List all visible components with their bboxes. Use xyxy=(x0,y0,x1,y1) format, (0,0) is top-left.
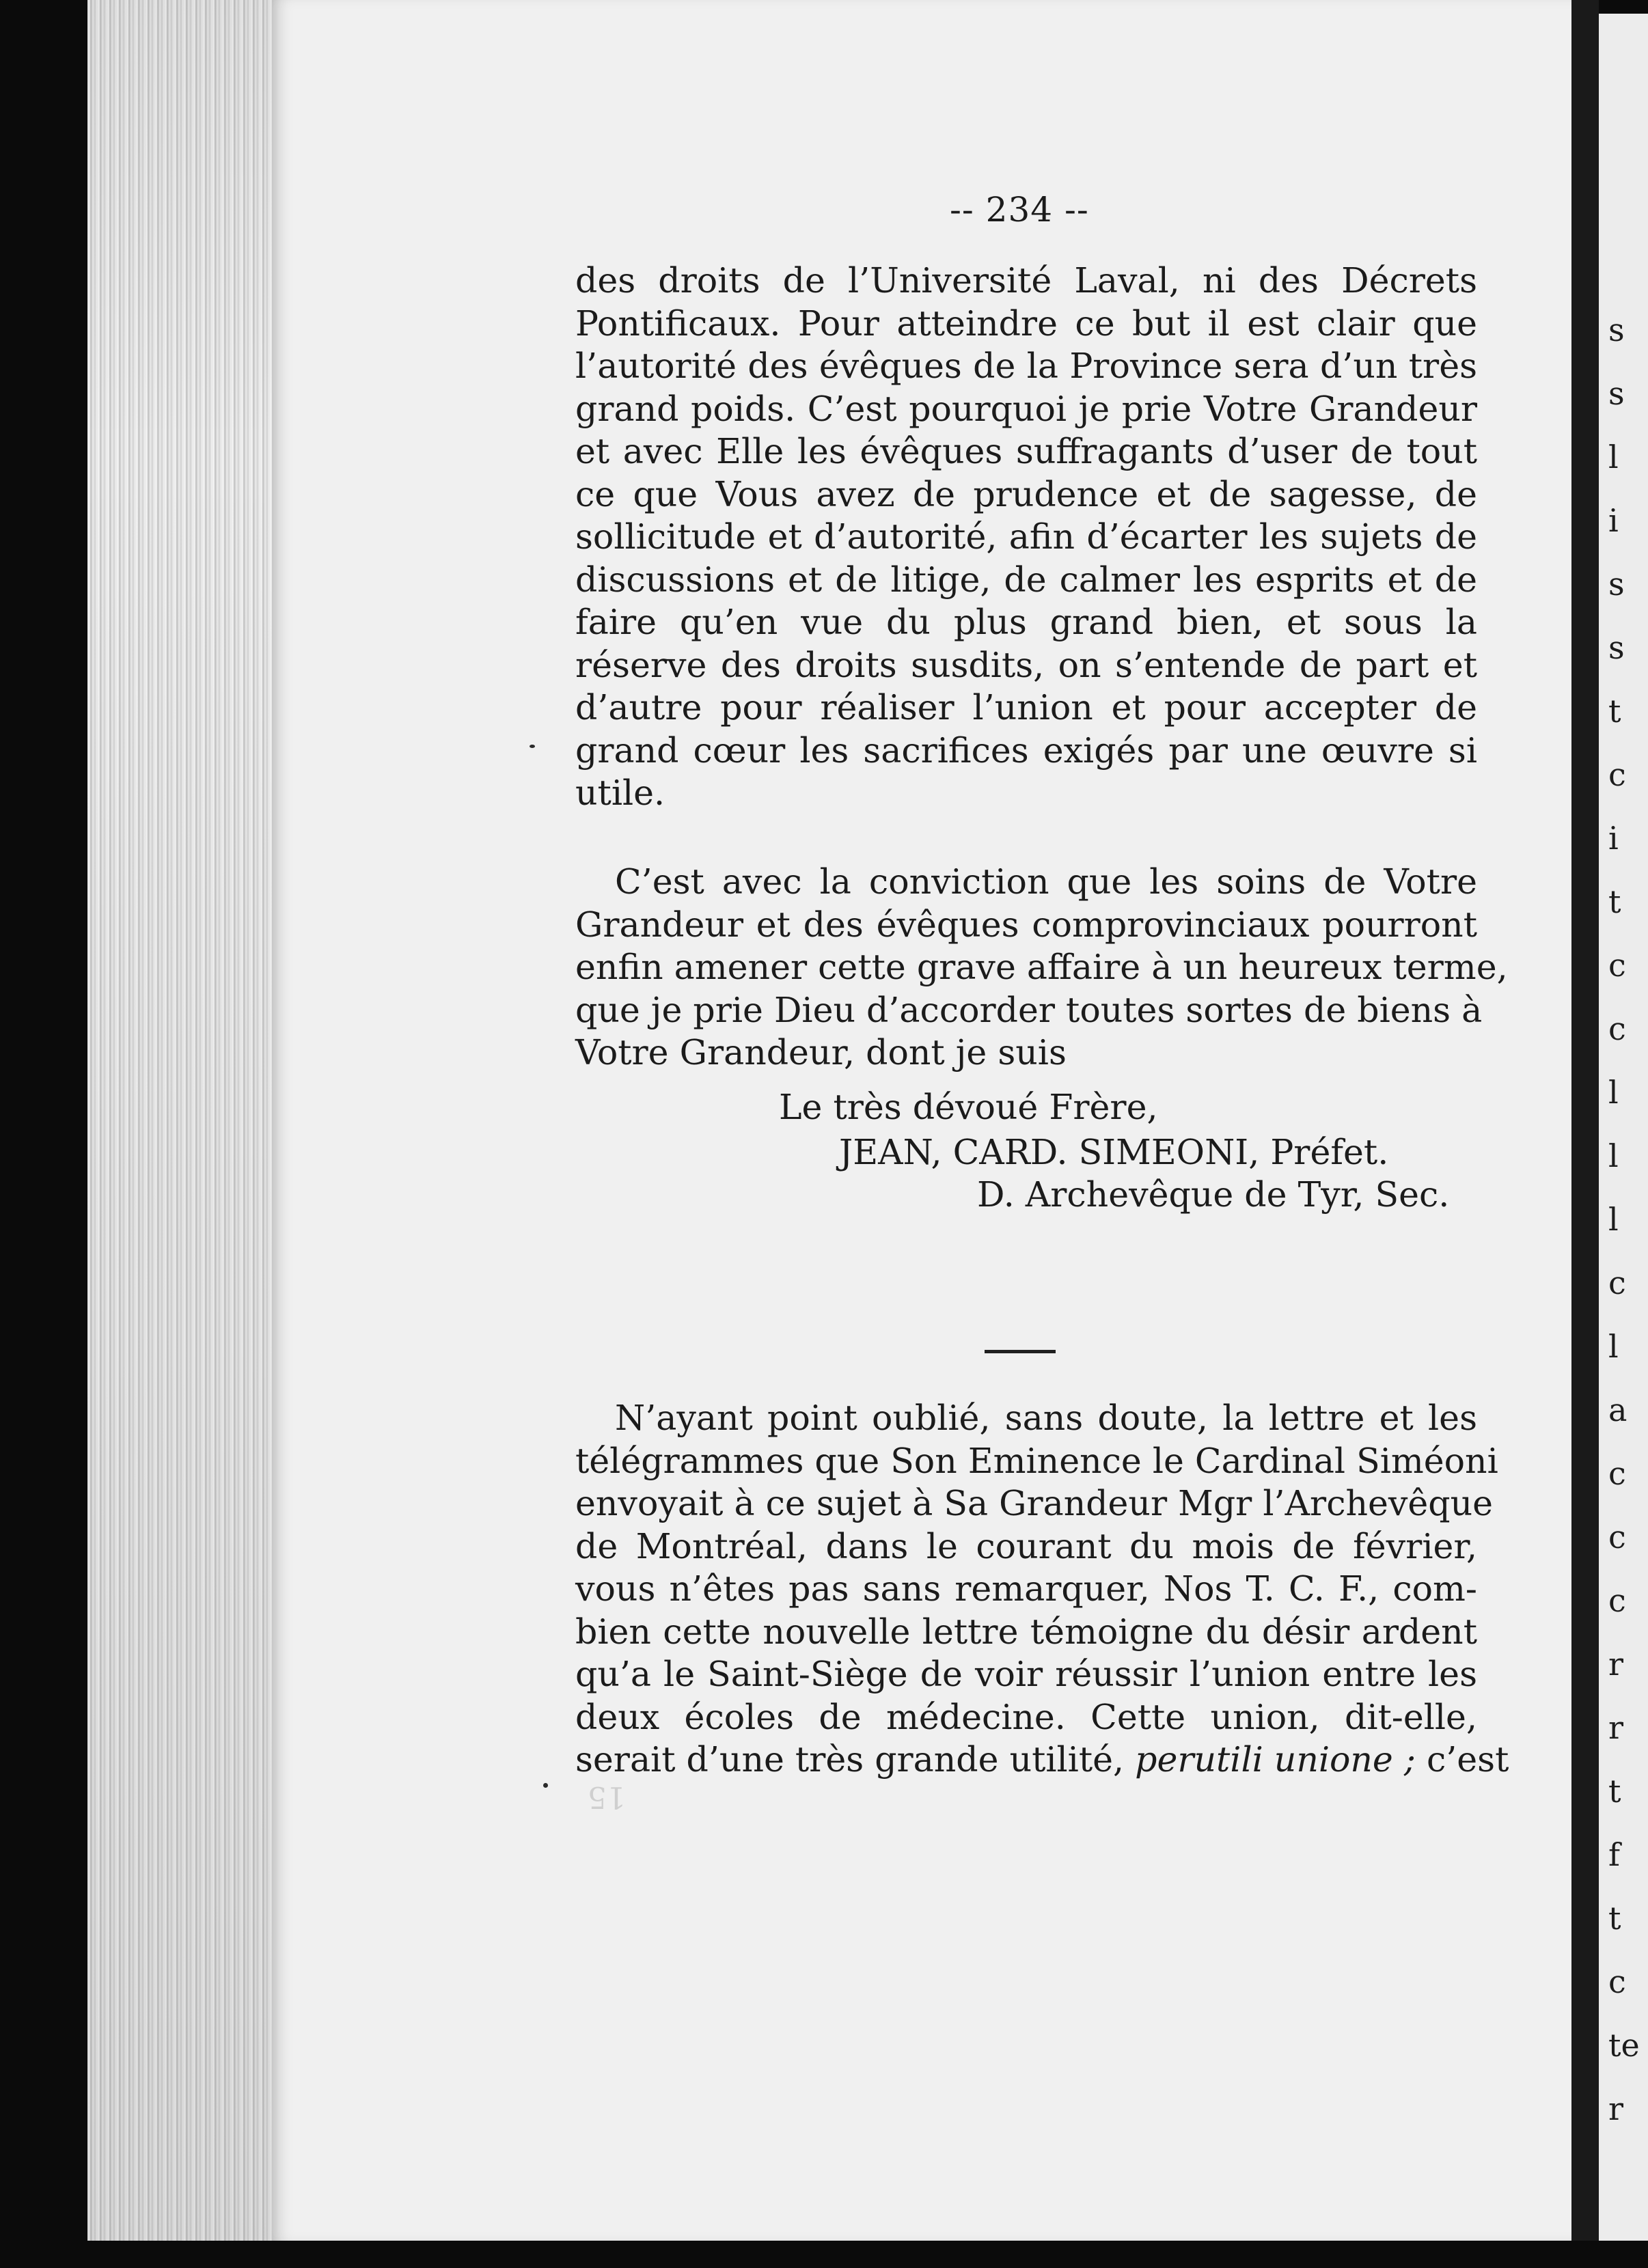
signature-secretary: D. Archevêque de Tyr, Sec. xyxy=(977,1174,1450,1215)
facing-page-letter: t xyxy=(1608,1900,1621,1937)
text-line: Votre Grandeur, dont je suis xyxy=(575,1032,1067,1073)
text-line: que je prie Dieu d’accorder toutes sortes de biens à xyxy=(575,989,1483,1030)
facing-page-letter: t xyxy=(1608,693,1621,730)
facing-page-letter: s xyxy=(1608,375,1625,412)
text-line: enfin amener cette grave affaire à un heureux terme, xyxy=(575,947,1508,987)
text-line: ce que Vous avez de prudence et de sagesse, de xyxy=(575,473,1477,514)
text-line: grand cœur les sacrifices exigés par une œuvre si xyxy=(575,730,1477,771)
facing-page-letter: c xyxy=(1608,1963,1626,2000)
text-line: N’ayant point oublié, sans doute, la lettre et les xyxy=(615,1398,1477,1438)
page-number: -- 234 -- xyxy=(950,190,1089,230)
text-line: réserve des droits susdits, on s’entende de part et xyxy=(575,644,1477,685)
text-line: l’autorité des évêques de la Province sera d’un très xyxy=(575,346,1477,386)
facing-page-letter: c xyxy=(1608,1519,1626,1555)
text-line: de Montréal, dans le courant du mois de février, xyxy=(575,1525,1477,1566)
facing-page-letter: l xyxy=(1608,1201,1619,1238)
text-line: qu’a le Saint-Siège de voir réussir l’union entre les xyxy=(575,1654,1477,1694)
text-line: grand poids. C’est pourquoi je prie Votre Grandeur xyxy=(575,388,1477,429)
facing-page-letter: f xyxy=(1608,1836,1621,1873)
facing-page-letter: a xyxy=(1608,1392,1628,1428)
facing-page-letter: s xyxy=(1608,312,1625,348)
latin-phrase: perutili unione ; xyxy=(1135,1739,1416,1780)
facing-page-letter: c xyxy=(1608,1264,1626,1301)
text-line: d’autre pour réaliser l’union et pour accepter de xyxy=(575,687,1477,728)
signature-prefect: JEAN, CARD. SIMEONI, Préfet. xyxy=(839,1132,1389,1172)
final-line-tail: c’est xyxy=(1415,1739,1509,1780)
text-line: deux écoles de médecine. Cette union, dit-elle, xyxy=(575,1696,1477,1737)
text-line: sollicitude et d’autorité, afin d’écarter les sujets de xyxy=(575,516,1477,557)
scan-speck xyxy=(543,1783,548,1788)
facing-page-letter: c xyxy=(1608,947,1626,984)
scan-border xyxy=(0,2241,1648,2268)
text-line: des droits de l’Université Laval, ni des Décrets xyxy=(575,260,1477,301)
text-line: télégrammes que Son Eminence le Cardinal Siméoni xyxy=(575,1440,1498,1481)
facing-page-letter: l xyxy=(1608,1074,1619,1111)
closing-salutation: Le très dévoué Frère, xyxy=(779,1087,1158,1127)
text-line: bien cette nouvelle lettre témoigne du désir ardent xyxy=(575,1611,1477,1652)
page-edges xyxy=(87,0,287,2241)
text-line: faire qu’en vue du plus grand bien, et sous la xyxy=(575,602,1477,642)
facing-page-letter: c xyxy=(1608,756,1626,793)
text-line: Pontificaux. Pour atteindre ce but il est clair que xyxy=(575,303,1477,344)
facing-page-letter: r xyxy=(1608,1709,1623,1746)
facing-page-letter: s xyxy=(1608,566,1625,603)
facing-page-letter: c xyxy=(1608,1010,1626,1047)
text-line-final xyxy=(575,1739,1509,1781)
text-line: vous n’êtes pas sans remarquer, Nos T. C. F., com- xyxy=(575,1568,1477,1609)
facing-page-letter: c xyxy=(1608,1582,1626,1619)
text-line: et avec Elle les évêques suffragants d’user de tout xyxy=(575,431,1477,471)
text-line: discussions et de litige, de calmer les esprits et de xyxy=(575,559,1477,600)
facing-page-letter: c xyxy=(1608,1455,1626,1492)
text-line: C’est avec la conviction que les soins de Votre xyxy=(615,861,1477,902)
scan-speck xyxy=(530,745,535,748)
facing-page-edge xyxy=(1599,14,1648,2254)
facing-page-letter: r xyxy=(1608,2090,1623,2127)
facing-page-letter: t xyxy=(1608,883,1621,920)
text-line: utile. xyxy=(575,773,665,813)
final-line-text: serait d’une très grande utilité, xyxy=(575,1739,1136,1780)
facing-page-letter: l xyxy=(1608,439,1619,475)
facing-page-letter: i xyxy=(1608,820,1619,857)
facing-page-letter: i xyxy=(1608,502,1619,539)
facing-page-letter: s xyxy=(1608,629,1625,666)
section-divider xyxy=(985,1350,1056,1353)
facing-page-letter: l xyxy=(1608,1328,1619,1365)
book-gutter xyxy=(1571,0,1599,2268)
text-line: envoyait à ce sujet à Sa Grandeur Mgr l’Archevêque xyxy=(575,1483,1494,1523)
text-line: Grandeur et des évêques comprovinciaux pourront xyxy=(575,904,1477,945)
facing-page-letter: r xyxy=(1608,1646,1623,1683)
facing-page-letter: t xyxy=(1608,1773,1621,1810)
facing-page-letter: te xyxy=(1608,2027,1640,2064)
facing-page-letter: l xyxy=(1608,1137,1619,1174)
bleed-through-mark: 15 xyxy=(588,1780,626,1814)
